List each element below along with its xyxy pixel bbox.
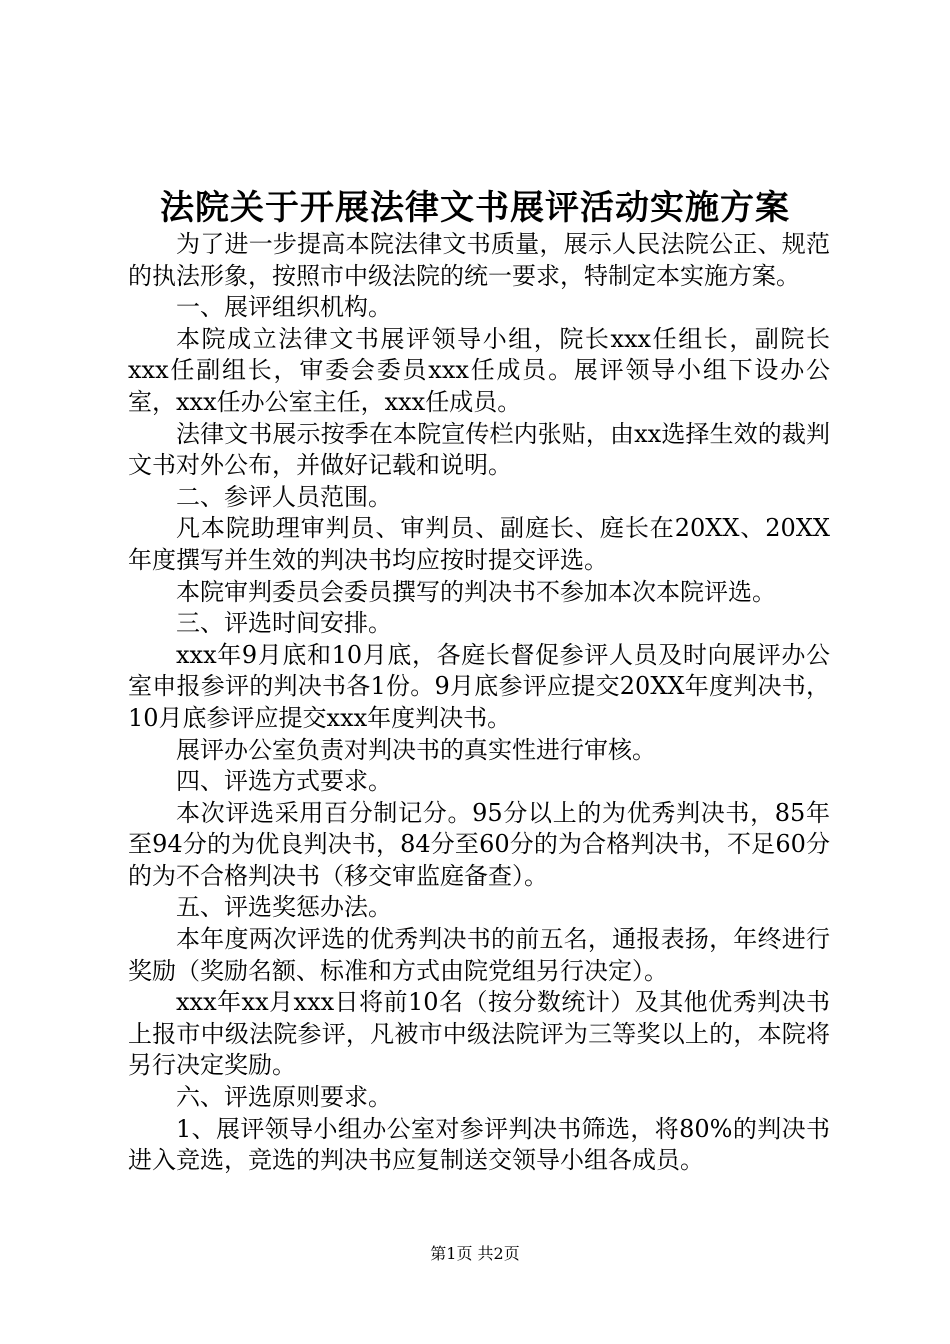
page-number-footer: 第1页 共2页 [430, 1244, 520, 1263]
paragraph: 1、展评领导小组办公室对参评判决书筛选，将80%的判决书进入竞选，竞选的判决书应复制送交领导小组各成员。 [128, 1114, 830, 1175]
heading-section-3: 三、评选时间安排。 [176, 609, 392, 638]
paragraph: 本院成立法律文书展评领导小组，院长xxx任组长，副院长xxx任副组长，审委会委员xxx任成员。展评领导小组下设办公室，xxx任办公室主任，xxx任成员。 [128, 324, 830, 416]
paragraph: 法律文书展示按季在本院宣传栏内张贴，由xx选择生效的裁判文书对外公布，并做好记载和说明。 [128, 419, 830, 480]
paragraph: xxx年xx月xxx日将前10名（按分数统计）及其他优秀判决书上报市中级法院参评，凡被市中级法院评为三等奖以上的，本院将另行决定奖励。 [128, 988, 830, 1080]
paragraph: 本年度两次评选的优秀判决书的前五名，通报表扬，年终进行奖励（奖励名额、标准和方式由院党组另行决定）。 [128, 925, 830, 985]
document-title: 法院关于开展法律文书展评活动实施方案 [160, 188, 790, 228]
paragraph: 展评办公室负责对判决书的真实性进行审核。 [176, 735, 656, 764]
paragraph: 本院审判委员会委员撰写的判决书不参加本次本院评选。 [176, 577, 776, 606]
heading-section-2: 二、参评人员范围。 [176, 482, 392, 511]
paragraph: 本次评选采用百分制记分。95分以上的为优秀判决书，85年至94分的为优良判决书，84分至60分的为合格判决书，不足60分的为不合格判决书（移交审监庭备查）。 [128, 798, 830, 890]
paragraph-intro: 为了进一步提高本院法律文书质量，展示人民法院公正、规范的执法形象，按照市中级法院的统一要求，特制定本实施方案。 [128, 230, 830, 290]
heading-section-5: 五、评选奖惩办法。 [176, 893, 392, 922]
heading-section-4: 四、评选方式要求。 [176, 767, 392, 796]
document-body [128, 229, 830, 1177]
paragraph: 凡本院助理审判员、审判员、副庭长、庭长在20XX、20XX年度撰写并生效的判决书均应按时提交评选。 [128, 514, 830, 574]
paragraph: xxx年9月底和10月底，各庭长督促参评人员及时向展评办公室申报参评的判决书各1份。9月底参评应提交20XX年度判决书，10月底参评应提交xxx年度判决书。 [128, 640, 830, 732]
heading-section-6: 六、评选原则要求。 [176, 1083, 392, 1112]
heading-section-1: 一、展评组织机构。 [176, 293, 392, 322]
